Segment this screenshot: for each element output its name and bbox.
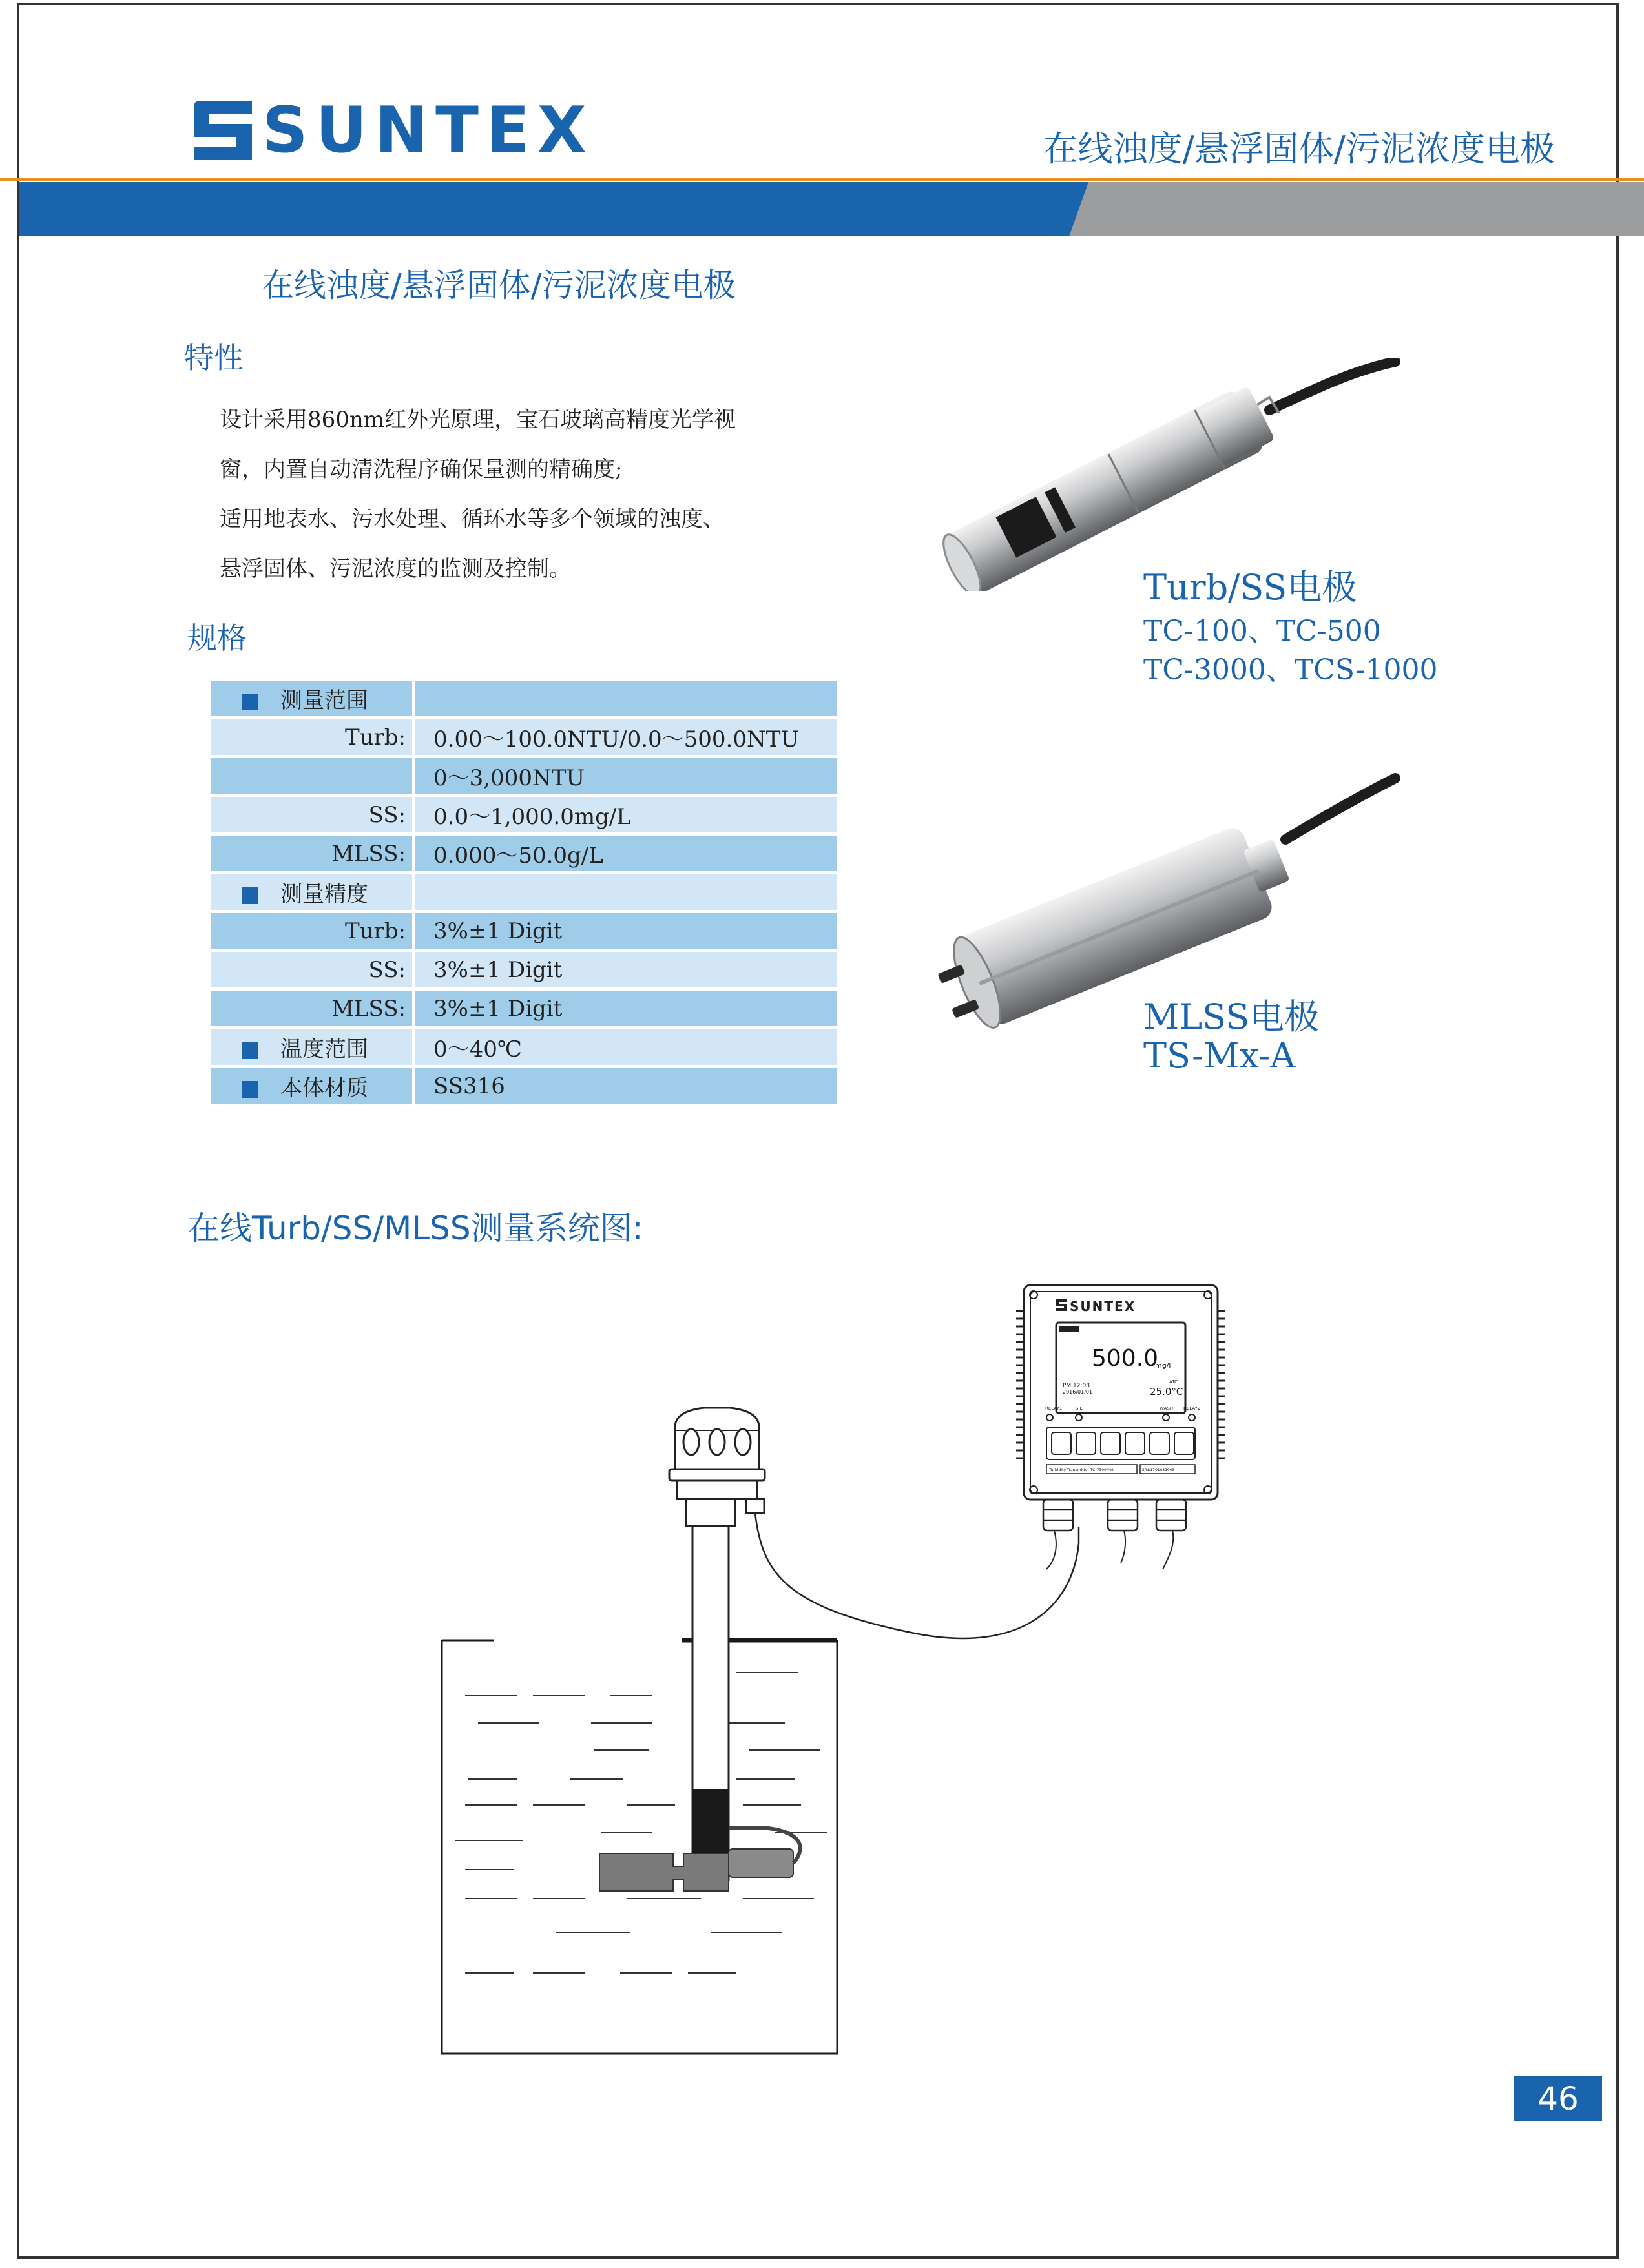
- spec-value: 0.0～1,000.0mg/L: [415, 797, 837, 836]
- spec-row: [211, 913, 837, 952]
- bullet-square-icon: [242, 694, 258, 710]
- spec-table: [211, 681, 837, 1107]
- controller-atc-label: ATC: [1169, 1379, 1178, 1385]
- spec-value: 0.00～100.0NTU/0.0～500.0NTU: [415, 719, 837, 758]
- spec-label-text: 测量精度: [280, 881, 368, 907]
- system-heading: 在线Turb/SS/MLSS测量系统图:: [187, 1210, 643, 1247]
- header-title: 在线浊度/悬浮固体/污泥浓度电极: [1043, 129, 1555, 169]
- spec-category: [211, 874, 415, 913]
- tank-outline: [442, 1640, 837, 2054]
- controller-brand: SUNTEX: [1070, 1299, 1136, 1314]
- spec-value: [415, 681, 837, 719]
- spec-label: [211, 913, 415, 952]
- cable-glands: [1043, 1500, 1186, 1531]
- header-stripe: [0, 178, 1644, 181]
- spec-label-text: MLSS:: [331, 995, 406, 1022]
- header-band: [19, 182, 1644, 236]
- spec-value: 3%±1 Digit: [415, 952, 837, 991]
- features-text: [220, 395, 853, 594]
- bullet-square-icon: [242, 1042, 258, 1059]
- sensor-bracket: [599, 1853, 729, 1891]
- spec-label-text: 测量范围: [280, 688, 368, 714]
- spec-label-text: Turb:: [344, 918, 406, 944]
- bullet-square-icon: [242, 1081, 258, 1098]
- features-heading: 特性: [184, 340, 244, 375]
- spec-category: [211, 681, 415, 719]
- pole-holder: [669, 1408, 765, 1526]
- sensor-cable: [755, 1513, 1079, 1638]
- features-line: 窗，内置自动清洗程序确保量测的精确度;: [220, 457, 623, 482]
- model-label: Turbidity Transmitter TC-7300/MS: [1049, 1468, 1114, 1472]
- spec-value: 0.000～50.0g/L: [415, 836, 837, 874]
- spec-row: [211, 874, 837, 913]
- sl-label: S.L.: [1076, 1406, 1084, 1411]
- spec-label: [211, 719, 415, 758]
- suntex-logo: [194, 94, 594, 167]
- spec-value: 3%±1 Digit: [415, 913, 837, 952]
- spec-row: [211, 1068, 837, 1107]
- spec-row: [211, 991, 837, 1029]
- turb-models-line1: TC-100、TC-500: [1143, 615, 1381, 648]
- water-lines: [455, 1673, 827, 1973]
- wash-label: WASH: [1160, 1406, 1174, 1411]
- spec-label: [211, 952, 415, 991]
- spec-row: [211, 719, 837, 758]
- section-title: 在线浊度/悬浮固体/污泥浓度电极: [262, 267, 736, 304]
- spec-label: [211, 758, 415, 797]
- mlss-product-name: MLSS电极: [1143, 996, 1320, 1037]
- spec-row: [211, 797, 837, 836]
- spec-row: [211, 836, 837, 874]
- spec-label: [211, 797, 415, 836]
- features-line: 设计采用860nm红外光原理，宝石玻璃高精度光学视: [220, 407, 736, 433]
- relay2-label: RELAY2: [1183, 1406, 1201, 1411]
- spec-label-text: 温度范围: [280, 1036, 368, 1062]
- controller-temp: 25.0°C: [1150, 1386, 1183, 1397]
- relay1-label: RELAY1: [1045, 1406, 1063, 1411]
- serial-label: S/N:1701031005: [1142, 1468, 1175, 1472]
- spec-label-text: MLSS:: [331, 840, 406, 867]
- page-number: 46: [1514, 2076, 1602, 2121]
- logo-wordmark: SUNTEX: [262, 94, 594, 167]
- spec-category: [211, 1068, 415, 1107]
- spec-value: [415, 874, 837, 913]
- spec-label: [211, 991, 415, 1029]
- turb-electrode-image: [917, 358, 1408, 591]
- spec-label-text: 本体材质: [280, 1075, 368, 1101]
- controller-time: PM 12:08: [1063, 1383, 1090, 1389]
- suntex-logo-mark: [194, 101, 252, 160]
- spec-value: SS316: [415, 1068, 837, 1107]
- spec-row: [211, 681, 837, 719]
- spec-value: 0～40℃: [415, 1029, 837, 1068]
- spec-row: [211, 952, 837, 991]
- spec-label-text: Turb:: [344, 724, 406, 750]
- mlss-model: TS-Mx-A: [1143, 1035, 1296, 1076]
- turb-models-line2: TC-3000、TCS-1000: [1143, 654, 1438, 686]
- features-line: 适用地表水、污水处理、循环水等多个领域的浊度、: [220, 506, 725, 532]
- spec-value: 0～3,000NTU: [415, 758, 837, 797]
- spec-row: [211, 1029, 837, 1068]
- spec-label: [211, 836, 415, 874]
- controller-reading: 500.0: [1092, 1345, 1159, 1372]
- turb-product-name: Turb/SS电极: [1143, 567, 1357, 608]
- system-diagram: [426, 1272, 1266, 2067]
- controller-unit: mg/l: [1155, 1361, 1171, 1370]
- bullet-square-icon: [242, 887, 258, 904]
- spec-heading: 规格: [187, 621, 247, 655]
- controller: [1016, 1285, 1225, 1500]
- spec-label-text: SS:: [368, 801, 406, 828]
- spec-label-text: SS:: [368, 956, 406, 983]
- controller-logo-mark: [1056, 1299, 1067, 1311]
- sensor-body: [729, 1849, 793, 1877]
- spec-row: [211, 758, 837, 797]
- controller-date: 2016/01/01: [1063, 1389, 1093, 1395]
- spec-category: [211, 1029, 415, 1068]
- features-line: 悬浮固体、污泥浓度的监测及控制。: [220, 556, 571, 582]
- spec-value: 3%±1 Digit: [415, 991, 837, 1029]
